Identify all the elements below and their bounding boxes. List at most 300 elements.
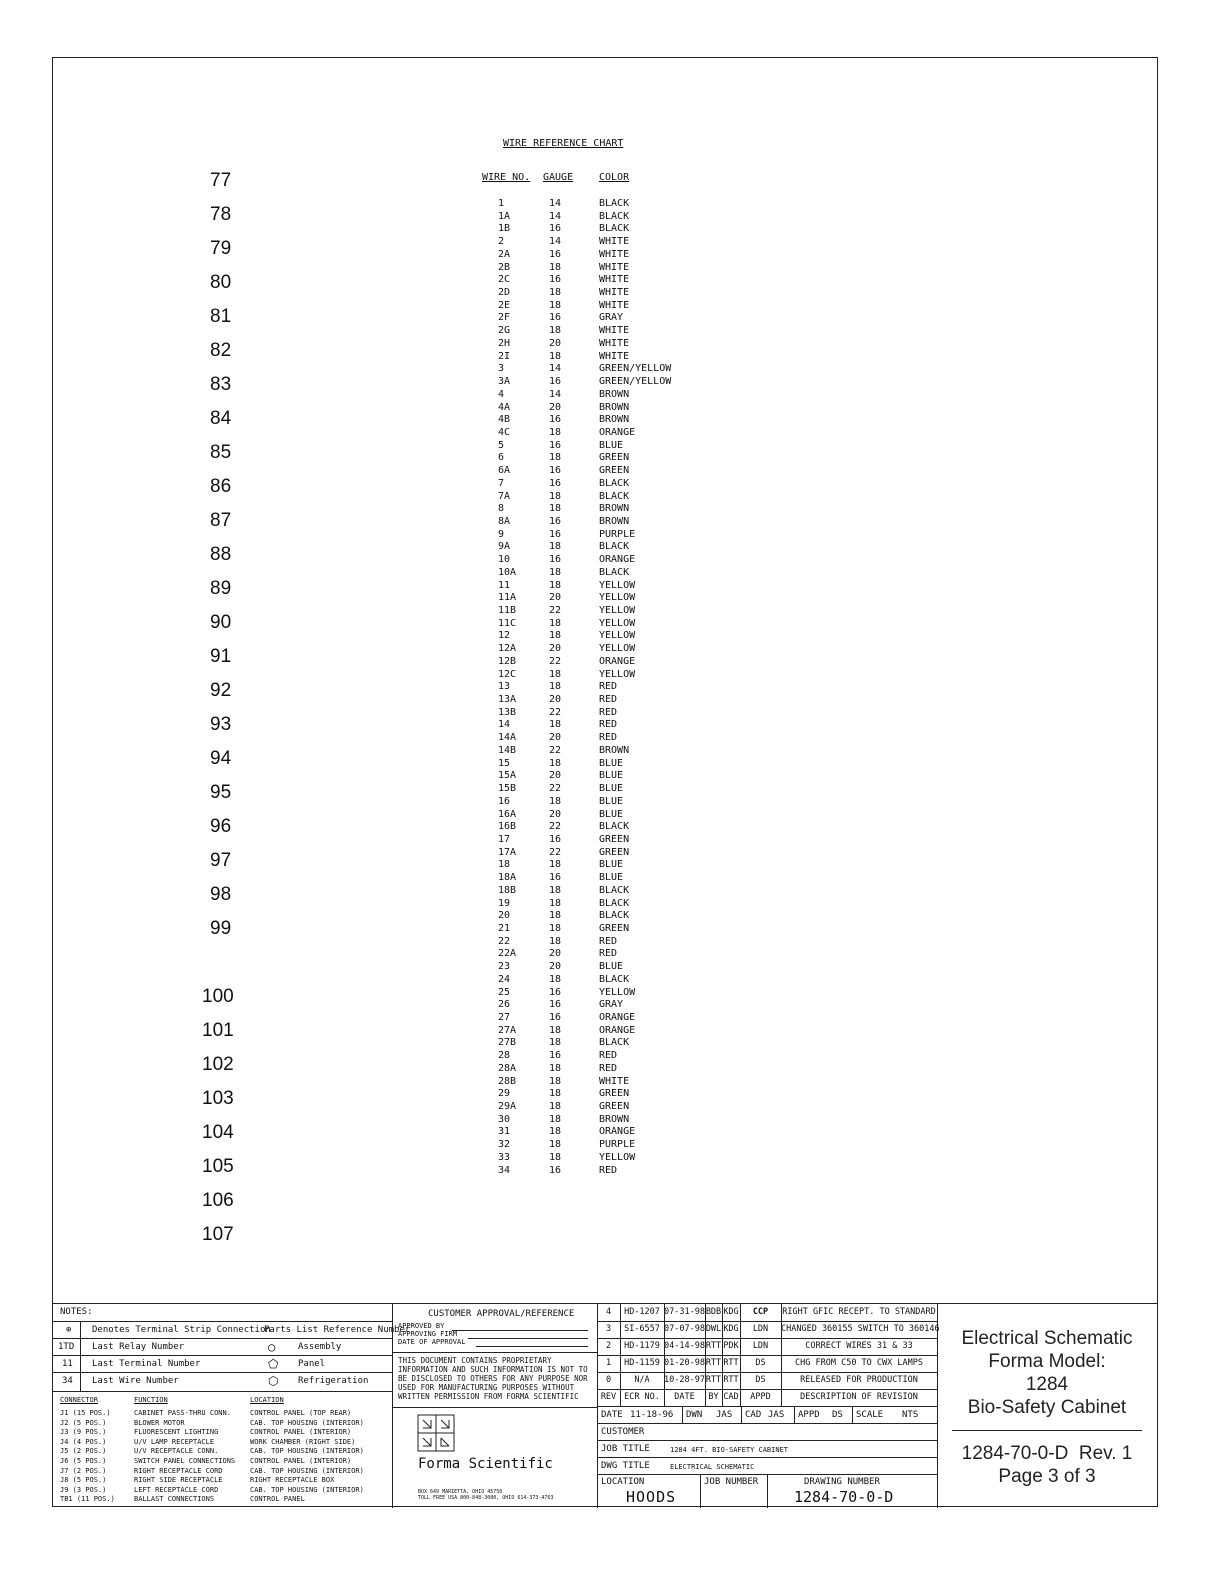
wire-row bbox=[498, 1063, 698, 1076]
wire-row bbox=[498, 630, 698, 643]
wire-number: 21 bbox=[498, 922, 511, 934]
revision-cell-cad: KDG bbox=[723, 1307, 739, 1317]
revision-cell-rev: 4 bbox=[605, 1307, 612, 1317]
wire-number: 1B bbox=[498, 223, 511, 235]
line-number: 90 bbox=[210, 612, 232, 633]
connector-row bbox=[60, 1476, 390, 1486]
connector-id: J2 (5 POS.) bbox=[60, 1418, 107, 1427]
line-number: 103 bbox=[202, 1088, 234, 1109]
cad-value: JAS bbox=[768, 1410, 785, 1420]
wire-color: RED bbox=[599, 948, 618, 960]
wire-number: 2F bbox=[498, 312, 511, 324]
line-number: 96 bbox=[210, 816, 232, 837]
wire-row bbox=[498, 503, 698, 516]
wire-gauge: 18 bbox=[549, 1088, 562, 1100]
wire-number: 11 bbox=[498, 579, 511, 591]
revision-cell-by: RTT bbox=[705, 1341, 722, 1351]
wire-color: BLACK bbox=[599, 477, 630, 489]
wire-row bbox=[498, 211, 698, 224]
wire-number: 13A bbox=[498, 694, 517, 706]
wire-number: 12B bbox=[498, 655, 517, 667]
refrigeration-hexagon-icon: ⬡ bbox=[268, 1374, 279, 1388]
connector-location: CAB. TOP HOUSING (INTERIOR) bbox=[250, 1447, 364, 1456]
wire-gauge: 20 bbox=[549, 592, 562, 604]
revision-cell-desc: CORRECT WIRES 31 & 33 bbox=[805, 1341, 913, 1351]
wire-row bbox=[498, 1088, 698, 1101]
wire-number: 30 bbox=[498, 1113, 511, 1125]
line-number: 102 bbox=[202, 1054, 234, 1075]
wire-gauge: 18 bbox=[549, 935, 562, 947]
wire-gauge: 18 bbox=[549, 922, 562, 934]
legend-text-relay: Last Relay Number bbox=[92, 1342, 185, 1352]
wire-number: 11C bbox=[498, 617, 517, 629]
line-number: 79 bbox=[210, 238, 232, 259]
wire-color: BROWN bbox=[599, 503, 630, 515]
wire-color: WHITE bbox=[599, 248, 630, 260]
wire-gauge: 18 bbox=[549, 681, 562, 693]
line-number: 78 bbox=[210, 204, 232, 225]
connector-location: CAB. TOP HOUSING (INTERIOR) bbox=[250, 1466, 364, 1475]
wire-row bbox=[498, 1037, 698, 1050]
revision-cell-cad: KDG bbox=[723, 1324, 739, 1334]
connector-id: J9 (3 POS.) bbox=[60, 1485, 107, 1494]
wire-number: 28B bbox=[498, 1075, 517, 1087]
wire-row bbox=[498, 414, 698, 427]
wire-number: 15A bbox=[498, 770, 517, 782]
wire-row bbox=[498, 796, 698, 809]
wire-gauge: 14 bbox=[549, 198, 562, 209]
disclaimer-line: USED FOR MANUFACTURING PURPOSES WITHOUT bbox=[398, 1383, 575, 1392]
job-title-label: JOB TITLE bbox=[601, 1444, 650, 1454]
wire-gauge: 14 bbox=[549, 363, 562, 375]
wire-gauge: 18 bbox=[549, 1151, 562, 1163]
connector-id: J8 (5 POS.) bbox=[60, 1476, 107, 1485]
wire-gauge: 18 bbox=[549, 261, 562, 273]
wire-row bbox=[498, 758, 698, 771]
wire-color: ORANGE bbox=[599, 1012, 636, 1023]
wire-row bbox=[498, 491, 698, 504]
wire-row bbox=[498, 1152, 698, 1165]
wire-color: WHITE bbox=[599, 261, 630, 273]
wire-gauge: 16 bbox=[549, 223, 562, 235]
wire-gauge: 22 bbox=[549, 744, 562, 756]
wire-number: 10A bbox=[498, 566, 517, 578]
wire-number: 18 bbox=[498, 859, 511, 871]
revision-cell-ecr: SI-6557 bbox=[624, 1324, 660, 1334]
disclaimer-line: THIS DOCUMENT CONTAINS PROPRIETARY bbox=[398, 1356, 552, 1365]
line-number: 86 bbox=[210, 476, 232, 497]
wire-color: BLACK bbox=[599, 210, 630, 222]
wire-row bbox=[498, 592, 698, 605]
wire-color: RED bbox=[599, 706, 618, 718]
wire-color: BROWN bbox=[599, 414, 630, 426]
wire-color: WHITE bbox=[599, 350, 630, 362]
connector-location: CAB. TOP HOUSING (INTERIOR) bbox=[250, 1485, 364, 1494]
connector-id: J1 (15 POS.) bbox=[60, 1409, 111, 1417]
wire-row bbox=[498, 732, 698, 745]
wire-color: RED bbox=[599, 732, 618, 744]
wire-gauge: 16 bbox=[549, 833, 562, 845]
wire-color: BROWN bbox=[599, 401, 630, 413]
wire-row bbox=[498, 1076, 698, 1089]
wire-number: 22 bbox=[498, 935, 511, 947]
line-number: 95 bbox=[210, 782, 232, 803]
legend-ref-parts: Parts List Reference Number bbox=[264, 1325, 411, 1335]
connector-row bbox=[60, 1467, 390, 1477]
wire-gauge: 18 bbox=[549, 1075, 562, 1087]
wire-gauge: 18 bbox=[549, 910, 562, 922]
connector-location: CONTROL PANEL bbox=[250, 1495, 305, 1504]
legend-ref-panel: Panel bbox=[298, 1359, 326, 1369]
wire-row bbox=[498, 300, 698, 313]
wire-row bbox=[498, 338, 698, 351]
date-label: DATE bbox=[601, 1410, 623, 1420]
wire-color: BLUE bbox=[599, 439, 624, 451]
connector-location: CAB. TOP HOUSING (INTERIOR) bbox=[250, 1418, 364, 1427]
job-title-value: 1284 4FT. BIO-SAFETY CABINET bbox=[670, 1446, 789, 1454]
wire-row bbox=[498, 312, 698, 325]
wire-number: 4C bbox=[498, 426, 511, 438]
connector-function: BALLAST CONNECTIONS bbox=[134, 1495, 215, 1504]
revision-cell-by: BDB bbox=[705, 1307, 722, 1317]
wire-color: BLACK bbox=[599, 973, 630, 985]
wire-color: WHITE bbox=[599, 274, 630, 286]
wire-color: WHITE bbox=[599, 337, 630, 349]
wire-color: YELLOW bbox=[599, 643, 636, 655]
connector-function: CABINET PASS-THRU CONN. bbox=[134, 1409, 231, 1417]
disclaimer-line: WRITTEN PERMISSION FROM FORMA SCIENTIFIC bbox=[398, 1392, 579, 1401]
wire-color: BROWN bbox=[599, 744, 630, 756]
connector-id: J4 (4 POS.) bbox=[60, 1437, 107, 1446]
wire-number: 13 bbox=[498, 681, 511, 693]
wire-gauge: 18 bbox=[549, 859, 562, 871]
wire-row bbox=[498, 770, 698, 783]
wire-number: 9 bbox=[498, 528, 505, 540]
revision-header-ecr: ECR NO. bbox=[624, 1392, 660, 1402]
revision-cell-desc: CHANGED 360155 SWITCH TO 360146 bbox=[781, 1324, 940, 1334]
line-number: 81 bbox=[210, 306, 232, 327]
wire-gauge: 20 bbox=[549, 808, 562, 820]
wire-number: 18A bbox=[498, 872, 517, 884]
wire-color: RED bbox=[599, 1164, 618, 1176]
date-of-approval-label: DATE OF APPROVAL bbox=[398, 1338, 466, 1346]
wire-gauge: 18 bbox=[549, 1126, 562, 1138]
wire-color: YELLOW bbox=[599, 1151, 636, 1163]
revision-cell-desc: RELEASED FOR PRODUCTION bbox=[800, 1375, 918, 1385]
line-number: 107 bbox=[202, 1224, 234, 1245]
wire-gauge: 18 bbox=[549, 1062, 562, 1074]
wire-row bbox=[498, 923, 698, 936]
wire-gauge: 20 bbox=[549, 694, 562, 706]
wire-gauge: 22 bbox=[549, 846, 562, 858]
connector-function: SWITCH PANEL CONNECTIONS bbox=[134, 1456, 236, 1465]
connector-location: WORK CHAMBER (RIGHT SIDE) bbox=[250, 1437, 356, 1446]
wire-gauge: 18 bbox=[549, 719, 562, 731]
wire-number: 15B bbox=[498, 783, 517, 795]
wire-number: 1A bbox=[498, 210, 511, 222]
connector-row bbox=[60, 1495, 390, 1505]
wire-color: YELLOW bbox=[599, 668, 636, 680]
wire-gauge: 20 bbox=[549, 732, 562, 744]
wire-number: 19 bbox=[498, 897, 511, 909]
doc-number-rev: 1284-70-0-D Rev. 1 bbox=[961, 1443, 1133, 1464]
wire-number: 28A bbox=[498, 1062, 517, 1074]
wire-number: 16B bbox=[498, 821, 517, 833]
wire-color: GREEN bbox=[599, 1088, 630, 1100]
wire-number: 2B bbox=[498, 261, 511, 273]
wire-row bbox=[498, 999, 698, 1012]
wire-gauge: 16 bbox=[549, 312, 562, 324]
side-title-line4: Bio-Safety Cabinet bbox=[967, 1397, 1127, 1418]
connector-id: J7 (2 POS.) bbox=[60, 1466, 107, 1475]
wire-row bbox=[498, 643, 698, 656]
revision-cell-date: 01-20-98 bbox=[664, 1358, 705, 1368]
wire-row bbox=[498, 465, 698, 478]
wire-color: GREEN/YELLOW bbox=[599, 363, 672, 375]
wire-number: 12A bbox=[498, 643, 517, 655]
wire-color: BLACK bbox=[599, 897, 630, 909]
wire-color: BROWN bbox=[599, 515, 630, 527]
revision-cell-by: DWL bbox=[705, 1324, 722, 1334]
line-number: 89 bbox=[210, 578, 232, 599]
revision-cell-cad: PDK bbox=[723, 1341, 739, 1351]
wire-row bbox=[498, 325, 698, 338]
wire-number: 32 bbox=[498, 1139, 511, 1151]
wire-color: YELLOW bbox=[599, 579, 636, 591]
connector-location: RIGHT RECEPTACLE BOX bbox=[250, 1476, 335, 1485]
connector-location: CONTROL PANEL (INTERIOR) bbox=[250, 1456, 352, 1465]
revision-header-date: DATE bbox=[674, 1392, 695, 1402]
connector-row bbox=[60, 1486, 390, 1496]
wire-gauge: 18 bbox=[549, 1101, 562, 1113]
wire-number: 10 bbox=[498, 554, 511, 566]
drawing-number-value: 1284-70-0-D bbox=[794, 1488, 894, 1506]
wire-color: BLACK bbox=[599, 566, 630, 578]
wire-gauge: 18 bbox=[549, 757, 562, 769]
wire-gauge: 18 bbox=[549, 452, 562, 464]
side-title bbox=[942, 1327, 1152, 1419]
wire-gauge: 18 bbox=[549, 490, 562, 502]
wire-color: GRAY bbox=[599, 999, 624, 1011]
revision-cell-appd: CCP bbox=[752, 1307, 769, 1317]
assembly-circle-icon: ○ bbox=[268, 1340, 276, 1354]
wire-number: 3A bbox=[498, 376, 511, 388]
wire-color: GREEN bbox=[599, 846, 630, 858]
wire-gauge: 14 bbox=[549, 236, 562, 248]
wire-row bbox=[498, 541, 698, 554]
wire-number: 34 bbox=[498, 1164, 511, 1176]
wire-number: 22A bbox=[498, 948, 517, 960]
dwn-label: DWN bbox=[686, 1410, 703, 1420]
date-value: 11-18-96 bbox=[630, 1410, 674, 1420]
wire-number: 27 bbox=[498, 1012, 511, 1023]
wire-color: ORANGE bbox=[599, 426, 636, 438]
wire-color: YELLOW bbox=[599, 630, 636, 642]
wire-gauge: 16 bbox=[549, 465, 562, 477]
wire-row bbox=[498, 1101, 698, 1114]
wire-row bbox=[498, 554, 698, 567]
wire-number: 16 bbox=[498, 795, 511, 807]
connector-row bbox=[60, 1428, 390, 1438]
wire-row bbox=[498, 427, 698, 440]
wire-number: 4 bbox=[498, 388, 505, 400]
customer-label: CUSTOMER bbox=[601, 1427, 645, 1437]
wire-row bbox=[498, 440, 698, 453]
line-number: 104 bbox=[202, 1122, 234, 1143]
side-title-line1: Electrical Schematic bbox=[961, 1328, 1133, 1349]
wire-gauge: 18 bbox=[549, 668, 562, 680]
wire-row bbox=[498, 249, 698, 262]
wire-number: 27A bbox=[498, 1024, 517, 1036]
wire-color: BLACK bbox=[599, 541, 630, 553]
revision-cell-date: 04-14-98 bbox=[664, 1341, 705, 1351]
legend-symbol-relay: 1TD bbox=[58, 1342, 75, 1352]
revision-cell-rev: 0 bbox=[605, 1375, 612, 1385]
wire-row bbox=[498, 974, 698, 987]
wire-number: 27B bbox=[498, 1037, 517, 1049]
line-number: 87 bbox=[210, 510, 232, 531]
line-number: 92 bbox=[210, 680, 232, 701]
wire-color: ORANGE bbox=[599, 1126, 636, 1138]
wire-color: BLACK bbox=[599, 910, 630, 922]
wire-row bbox=[498, 694, 698, 707]
revision-cell-appd: LDN bbox=[752, 1341, 769, 1351]
line-number: 80 bbox=[210, 272, 232, 293]
wire-row bbox=[498, 1139, 698, 1152]
connector-function: U/V LAMP RECEPTACLE bbox=[134, 1437, 215, 1446]
wire-row bbox=[498, 910, 698, 923]
wire-color: BLACK bbox=[599, 1037, 630, 1049]
wire-number: 25 bbox=[498, 986, 511, 998]
approved-by-label: APPROVED BY bbox=[398, 1322, 445, 1330]
wire-gauge: 18 bbox=[549, 287, 562, 299]
wire-gauge: 16 bbox=[549, 274, 562, 286]
wire-color: BLACK bbox=[599, 884, 630, 896]
wire-color: WHITE bbox=[599, 325, 630, 337]
wire-color: BLACK bbox=[599, 223, 630, 235]
wire-number: 7 bbox=[498, 477, 505, 489]
wire-chart-rows bbox=[498, 198, 698, 1177]
wire-row bbox=[498, 580, 698, 593]
revision-table bbox=[597, 1304, 940, 1406]
wire-color: BLUE bbox=[599, 961, 624, 973]
wire-color: GREEN bbox=[599, 1101, 630, 1113]
connector-function: RIGHT RECEPTACLE CORD bbox=[134, 1466, 223, 1475]
location-value: HOODS bbox=[626, 1488, 677, 1506]
connector-row bbox=[60, 1409, 390, 1419]
wire-color: GREEN bbox=[599, 922, 630, 934]
wire-number: 6A bbox=[498, 465, 511, 477]
wire-gauge: 20 bbox=[549, 770, 562, 782]
wire-gauge: 18 bbox=[549, 1024, 562, 1036]
line-number: 100 bbox=[202, 986, 234, 1007]
connector-id: TB1 (11 POS.) bbox=[60, 1495, 115, 1504]
scale-label: SCALE bbox=[856, 1410, 884, 1420]
revision-cell-cad: RTT bbox=[723, 1358, 739, 1368]
wire-number: 2H bbox=[498, 337, 511, 349]
wire-color: WHITE bbox=[599, 299, 630, 311]
wire-number: 14B bbox=[498, 744, 517, 756]
revision-header-cad: CAD bbox=[723, 1392, 739, 1402]
legend-symbol-wire: 34 bbox=[62, 1376, 73, 1386]
wire-number: 2D bbox=[498, 287, 511, 299]
wire-number: 2G bbox=[498, 325, 511, 337]
line-number: 82 bbox=[210, 340, 232, 361]
connector-table bbox=[60, 1409, 390, 1505]
wire-color: YELLOW bbox=[599, 605, 636, 616]
wire-row bbox=[498, 669, 698, 682]
wire-color: RED bbox=[599, 694, 618, 706]
wire-number: 14 bbox=[498, 719, 511, 731]
line-number: 105 bbox=[202, 1156, 234, 1177]
header-wire-no: WIRE NO. bbox=[482, 172, 531, 183]
wire-color: ORANGE bbox=[599, 655, 636, 667]
wire-color: BLACK bbox=[599, 490, 630, 502]
wire-gauge: 16 bbox=[549, 477, 562, 489]
wire-gauge: 20 bbox=[549, 401, 562, 413]
wire-color: BLACK bbox=[599, 198, 630, 209]
wire-row bbox=[498, 262, 698, 275]
wire-number: 6 bbox=[498, 452, 505, 464]
wire-gauge: 18 bbox=[549, 1139, 562, 1151]
wire-number: 17A bbox=[498, 846, 517, 858]
wire-row bbox=[498, 1114, 698, 1127]
wire-number: 23 bbox=[498, 961, 511, 973]
revision-cell-desc: CHG FROM C50 TO CWX LAMPS bbox=[795, 1358, 923, 1368]
conn-header-location: LOCATION bbox=[250, 1396, 284, 1404]
appd-label: APPD bbox=[798, 1410, 820, 1420]
line-number: 91 bbox=[210, 646, 232, 667]
revision-cell-cad: RTT bbox=[723, 1375, 739, 1385]
legend-ref-assembly: Assembly bbox=[298, 1342, 342, 1352]
wire-row bbox=[498, 656, 698, 669]
connector-function: BLOWER MOTOR bbox=[134, 1418, 185, 1427]
wire-gauge: 20 bbox=[549, 948, 562, 960]
wire-number: 2A bbox=[498, 248, 511, 260]
revision-cell-rev: 2 bbox=[605, 1341, 612, 1351]
revision-cell-ecr: N/A bbox=[634, 1375, 650, 1385]
wire-row bbox=[498, 223, 698, 236]
wire-row bbox=[498, 402, 698, 415]
wire-color: GRAY bbox=[599, 312, 624, 324]
wire-color: GREEN/YELLOW bbox=[599, 376, 672, 388]
wire-number: 29 bbox=[498, 1088, 511, 1100]
wire-row bbox=[498, 1165, 698, 1178]
revision-cell-ecr: HD-1207 bbox=[624, 1307, 660, 1317]
wire-color: RED bbox=[599, 935, 618, 947]
wire-number: 3 bbox=[498, 363, 505, 375]
wire-color: BLACK bbox=[599, 821, 630, 833]
wire-row bbox=[498, 1012, 698, 1025]
wire-color: WHITE bbox=[599, 287, 630, 299]
wire-color: ORANGE bbox=[599, 554, 636, 566]
wire-gauge: 22 bbox=[549, 821, 562, 833]
connector-row bbox=[60, 1457, 390, 1467]
wire-number: 13B bbox=[498, 706, 517, 718]
legend-symbol-terminal: ⊕ bbox=[66, 1325, 72, 1335]
wire-number: 2C bbox=[498, 274, 511, 286]
line-number: 77 bbox=[210, 170, 232, 191]
wire-row bbox=[498, 567, 698, 580]
wire-color: WHITE bbox=[599, 236, 630, 248]
wire-chart-title: WIRE REFERENCE CHART bbox=[503, 138, 624, 149]
revision-cell-ecr: HD-1179 bbox=[624, 1341, 660, 1351]
wire-gauge: 20 bbox=[549, 643, 562, 655]
side-title-line3: 1284 bbox=[1025, 1374, 1069, 1395]
connector-id: J5 (2 POS.) bbox=[60, 1447, 107, 1456]
wire-color: PURPLE bbox=[599, 528, 636, 540]
wire-color: PURPLE bbox=[599, 1139, 636, 1151]
